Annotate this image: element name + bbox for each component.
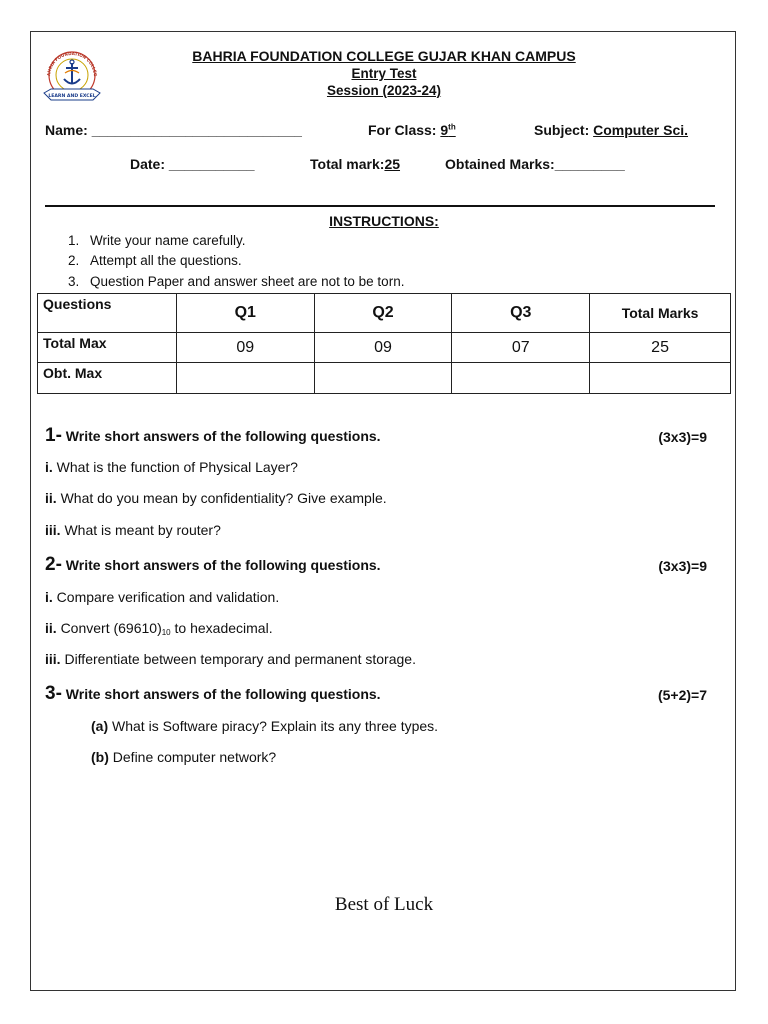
date-label: Date: [130, 156, 166, 172]
instruction-item: 1. Write your name carefully. [68, 233, 246, 248]
header-cell-q1: Q1 [176, 294, 314, 333]
question-item: iii. What is meant by router? [45, 522, 221, 538]
table-row [38, 333, 731, 363]
section-title: Write short answers of the following questions. [65, 686, 381, 702]
section-3-marks: (5+2)=7 [657, 687, 707, 703]
question-item: ii. What do you mean by confidentiality? Give example. [45, 490, 387, 506]
instruction-item: 3. Question Paper and answer sheet are not to be torn. [68, 274, 405, 289]
question-item: iii. Differentiate between temporary and permanent storage. [45, 651, 416, 667]
name-blank: ___________________________ [91, 122, 302, 138]
question-item: (b) Define computer network? [91, 749, 277, 765]
header-cell-questions: Questions [38, 294, 177, 333]
class-value: 9th [440, 122, 456, 138]
question-item: (a) What is Software piracy? Explain its any three types. [91, 718, 439, 734]
name-field [45, 122, 302, 138]
class-field [368, 122, 456, 138]
obtained-marks-blank: _________ [554, 156, 625, 172]
obtained-marks-label: Obtained Marks: [445, 156, 555, 172]
subject-field [534, 122, 688, 138]
table-cell [452, 363, 590, 394]
section-title: Write short answers of the following questions. [65, 428, 381, 444]
table-cell: 25 [590, 333, 731, 363]
date-field [130, 156, 255, 172]
row-label: Obt. Max [38, 363, 177, 394]
name-label: Name: [45, 122, 88, 138]
section-1-marks: (3x3)=9 [658, 429, 707, 445]
total-mark-field [310, 156, 400, 172]
question-item: ii. Convert $(69610)_{10}$ to hexadecimal. [45, 620, 273, 637]
instruction-item: 2. Attempt all the questions. [68, 253, 242, 268]
header-divider [45, 205, 715, 207]
table-cell [176, 363, 314, 394]
row-label: Total Max [38, 333, 177, 363]
header-cell-q2: Q2 [314, 294, 452, 333]
total-mark-value: 25 [384, 156, 401, 172]
class-label: For Class: [368, 122, 437, 138]
table-cell [590, 363, 731, 394]
closing-text: Best of Luck [334, 894, 434, 915]
instructions-title: INSTRUCTIONS: [329, 213, 439, 229]
question-item: i. What is the function of Physical Layer? [45, 459, 298, 475]
obtained-marks-field [445, 156, 625, 172]
exam-page [30, 31, 736, 991]
logo-arc-text: AHRIA FOUNDATION COLLEG [45, 50, 99, 77]
date-blank: ___________ [168, 156, 255, 172]
table-header-row [38, 294, 731, 333]
subject-label: Subject: [534, 122, 590, 138]
total-mark-label: Total mark: [310, 156, 385, 172]
table-row [38, 363, 731, 394]
table-cell: 09 [176, 333, 314, 363]
institution-title: BAHRIA FOUNDATION COLLEGE GUJAR KHAN CAMPUS [192, 48, 576, 64]
header-cell-total-marks: Total Marks [590, 294, 731, 333]
section-number: 3- [45, 683, 62, 704]
section-number: 1- [45, 425, 62, 446]
section-2-heading [45, 554, 381, 576]
section-title: Write short answers of the following questions. [65, 557, 381, 573]
table-cell: 07 [452, 333, 590, 363]
table-cell [314, 363, 452, 394]
test-title: Entry Test [351, 66, 417, 81]
table-cell: 09 [314, 333, 452, 363]
header-cell-q3: Q3 [452, 294, 590, 333]
session-title: Session (2023-24) [326, 83, 442, 98]
section-1-heading [45, 425, 381, 447]
section-number: 2- [45, 554, 62, 575]
question-item: i. Compare verification and validation. [45, 589, 280, 605]
subject-value: Computer Sci. [593, 122, 689, 138]
marks-table [37, 293, 731, 394]
section-2-marks: (3x3)=9 [658, 558, 707, 574]
section-3-heading [45, 683, 381, 705]
logo-ribbon-text: LEARN AND EXCEL [48, 94, 96, 99]
